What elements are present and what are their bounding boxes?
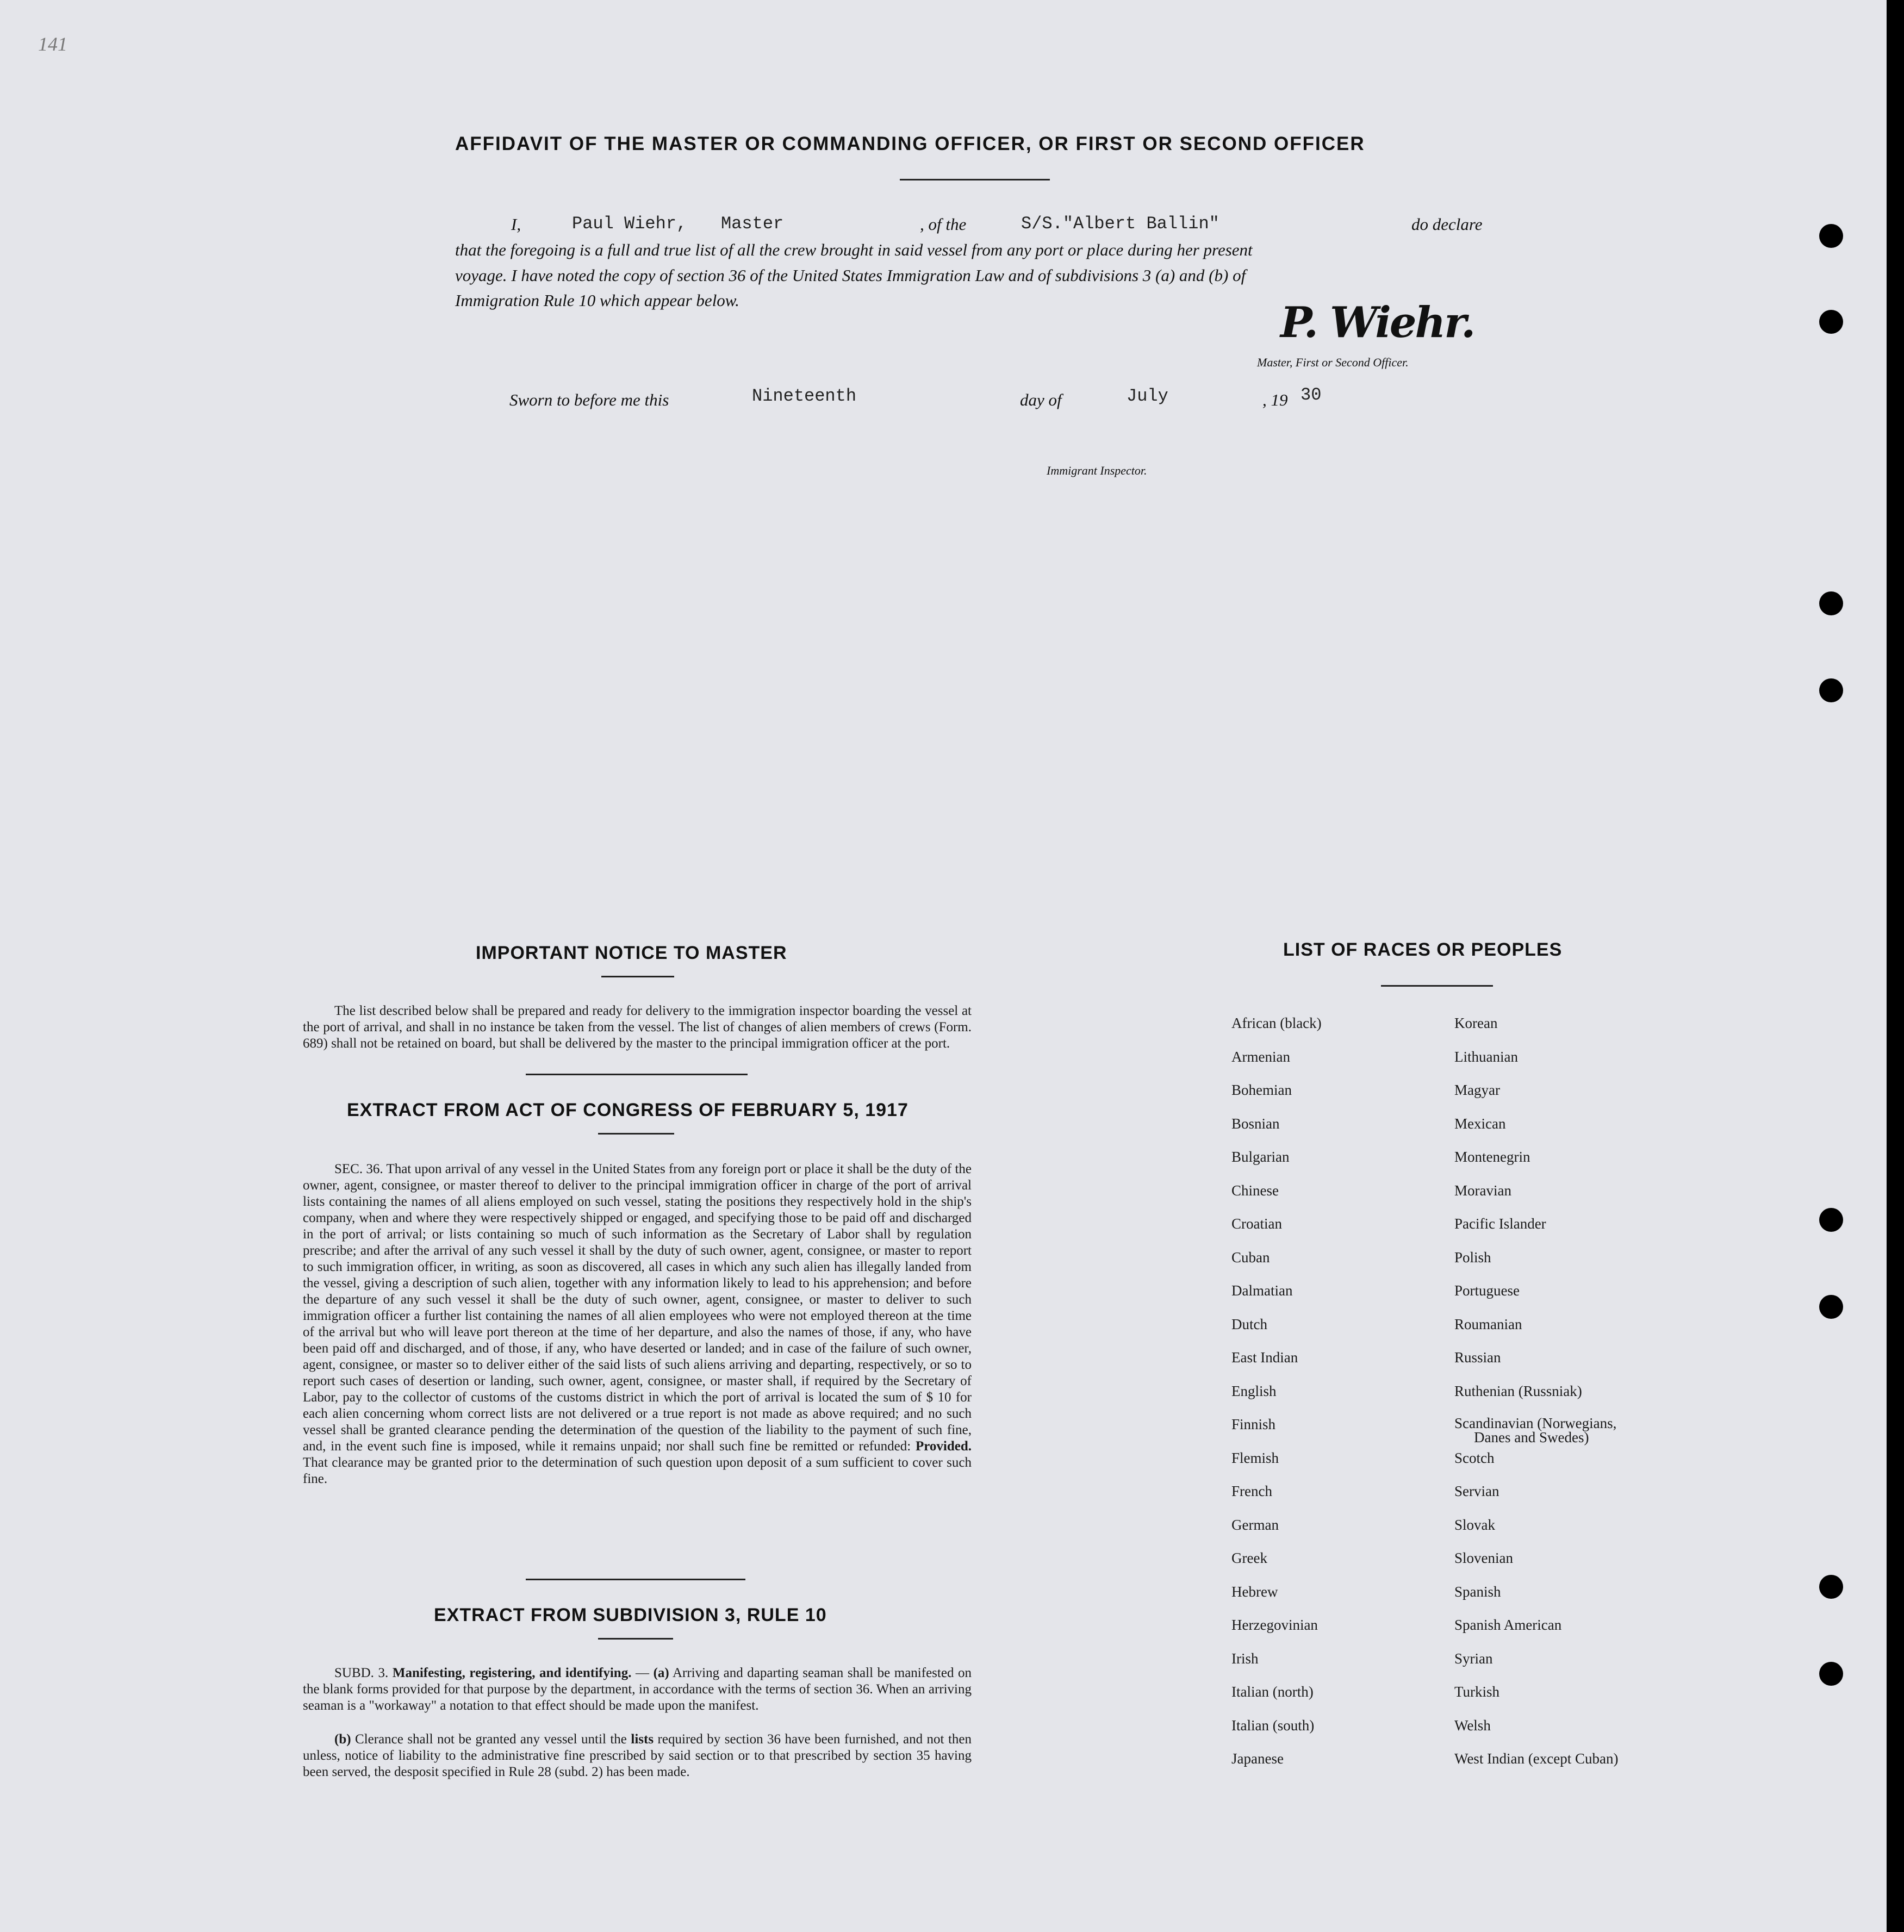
race-item: Polish (1454, 1249, 1491, 1266)
rule-b-body-1: Clerance shall not be granted any vessel until the (355, 1732, 627, 1747)
race-item: Spanish American (1454, 1617, 1562, 1633)
races-title-rule (1381, 985, 1493, 987)
day-of-label: day of (1020, 390, 1062, 409)
rule-b-body-2: required by section 36 have been furnished, and not then unless, notice of liability to the administrative fine prescribed by said section or to that prescribed by section 35 having been served, the desposit specified in Rule 28 (subd. 2) has been made. (303, 1732, 972, 1779)
race-item: Scotch (1454, 1449, 1495, 1466)
race-item: Cuban (1231, 1249, 1270, 1266)
race-item: Korean (1454, 1015, 1498, 1031)
race-item: African (black) (1231, 1015, 1322, 1031)
rule-a-body: Arriving and daparting seaman shall be manifested on the blank forms provided for that purpose by the department, in accordance with the terms of section 36. When an arriving seaman is a "workaway" a notation to that effect should be made upon the manifest. (303, 1666, 972, 1713)
affidavit-line-3: voyage. I have noted the copy of section 36 of the United States Immigration Law and of subdivisions 3 (a) and (b) of (455, 266, 1246, 285)
affidavit-line-4: Immigration Rule 10 which appear below. (455, 291, 739, 310)
race-item: Croatian (1231, 1216, 1282, 1232)
signature-caption: Master, First or Second Officer. (1257, 356, 1409, 369)
notice-text: The list described below shall be prepared and ready for delivery to the immigration inspector boarding the vessel at the port of arrival, and shall in no instance be taken from the vessel. The list of changes of alien members of crews (Form. 689) shall not be retained on board, but shall be delivered by the master to the principal immigration officer at the port. (303, 1004, 972, 1051)
race-item: Montenegrin (1454, 1149, 1530, 1165)
race-item: Armenian (1231, 1048, 1290, 1065)
race-item: Dalmatian (1231, 1282, 1293, 1299)
notice-end-rule (526, 1074, 748, 1075)
race-item: French (1231, 1483, 1272, 1499)
master-name: Paul Wiehr, (572, 214, 687, 234)
race-item: German (1231, 1516, 1279, 1533)
act-text (303, 1161, 972, 1487)
race-item: Finnish (1231, 1416, 1276, 1432)
race-item: Ruthenian (Russniak) (1454, 1382, 1582, 1399)
affidavit-line-2: that the foregoing is a full and true list of all the crew brought in said vessel from any port or place during her present (455, 240, 1253, 259)
affidavit-title: AFFIDAVIT OF THE MASTER OR COMMANDING OFFICER, OR FIRST OR SECOND OFFICER (455, 133, 1365, 154)
do-declare-label: do declare (1411, 215, 1483, 234)
binder-hole-1 (1819, 224, 1843, 248)
race-item: Herzegovinian (1231, 1617, 1318, 1633)
corner-mark: 141 (38, 33, 67, 55)
binder-hole-8 (1819, 1662, 1843, 1686)
race-item-line-1: Scandinavian (Norwegians, (1454, 1415, 1617, 1431)
race-item: Servian (1454, 1483, 1499, 1499)
race-item: Magyar (1454, 1082, 1500, 1098)
race-item: Spanish (1454, 1583, 1501, 1600)
race-item: Italian (south) (1231, 1717, 1315, 1734)
race-item: English (1231, 1382, 1277, 1399)
sworn-month: July (1127, 386, 1168, 406)
races-title: LIST OF RACES OR PEOPLES (1283, 939, 1563, 960)
sworn-label: Sworn to before me this (509, 390, 669, 409)
race-item: Bohemian (1231, 1082, 1292, 1098)
race-item: Italian (north) (1231, 1684, 1314, 1700)
affidavit-title-rule (900, 179, 1050, 180)
vessel-name: S/S."Albert Ballin" (1021, 214, 1219, 234)
binder-hole-4 (1819, 678, 1843, 702)
race-item: Moravian (1454, 1182, 1511, 1199)
year-prefix: , 19 (1262, 390, 1288, 409)
subd-dash: — (631, 1666, 654, 1680)
race-item: Japanese (1231, 1750, 1284, 1767)
act-provided: Provided. (915, 1439, 972, 1454)
race-item: Chinese (1231, 1182, 1279, 1199)
master-rank: Master (721, 214, 784, 234)
race-item: Hebrew (1231, 1583, 1278, 1600)
races-left-column (1231, 1015, 1438, 1784)
race-item: Roumanian (1454, 1316, 1522, 1332)
binder-hole-3 (1819, 591, 1843, 615)
race-item: Greek (1231, 1550, 1267, 1566)
race-item: Bosnian (1231, 1115, 1280, 1132)
act-end-rule (526, 1579, 745, 1580)
binder-hole-2 (1819, 310, 1843, 334)
race-item: Dutch (1231, 1316, 1267, 1332)
affidavit-intro: I, (511, 215, 521, 234)
race-item: Flemish (1231, 1449, 1279, 1466)
subd-label: SUBD. 3. (334, 1666, 389, 1680)
rule-b-label: (b) (334, 1732, 351, 1747)
rule-a-label: (a) (653, 1666, 669, 1680)
rule-b-lists: lists (631, 1732, 654, 1747)
notice-title-rule (601, 976, 674, 977)
act-title-rule (598, 1133, 674, 1135)
race-item: Bulgarian (1231, 1149, 1290, 1165)
race-item (1454, 1416, 1683, 1450)
binder-hole-7 (1819, 1575, 1843, 1599)
race-item: Syrian (1454, 1650, 1493, 1667)
rule-title: EXTRACT FROM SUBDIVISION 3, RULE 10 (434, 1605, 827, 1625)
rule-title-rule (598, 1638, 673, 1640)
race-item: Slovenian (1454, 1550, 1513, 1566)
race-item: West Indian (except Cuban) (1454, 1750, 1619, 1767)
act-text-end: That clearance may be granted prior to the determination of such question upon deposit of a sum sufficient to cover such fine. (303, 1455, 972, 1486)
binder-hole-5 (1819, 1208, 1843, 1232)
race-item: East Indian (1231, 1349, 1298, 1366)
race-item: Mexican (1454, 1115, 1506, 1132)
binder-hole-6 (1819, 1295, 1843, 1319)
sworn-day: Nineteenth (752, 386, 857, 406)
race-item-line-2: Danes and Swedes) (1474, 1429, 1589, 1445)
race-item: Portuguese (1454, 1282, 1520, 1299)
master-signature: P. Wiehr. (1280, 298, 1474, 347)
race-item: Irish (1231, 1650, 1259, 1667)
rule-b-text (303, 1731, 972, 1780)
act-text-main: SEC. 36. That upon arrival of any vessel in the United States from any foreign port or place it shall be the duty of the owner, agent, consignee, or master thereof to deliver to the principal immigration officer in charge of the port of arrival lists containing the names of all aliens employed on such vessel, stating the positions they respectively hold in the ship's company, when and where they were respectively shipped or engaged, and specifying those to be paid off and discharged in the port of arrival; or lists containing so much of such information as the Secretary of Labor shall by regulation prescribe; and after the arrival of any such vessel it shall by the duty of such owner, agent, consignee, or master to report to such immigration officer, in writing, as soon as discovered, all cases in which any such alien has illegally landed from the vessel, giving a description of such alien, together with any information likely to lead to his apprehension; and before the departure of any such vessel it shall be the duty of such owner, agent, consignee, or master to deliver to such immigration officer a further list containing the names of all alien employees who were not employed thereon at the time of the arrival but who will leave port thereon at the time of her departure, and also the names of those, if any, who have been paid off and discharged, and of those, if any, who have deserted or landed; and in case of the failure of such owner, agent, consignee, or master so to deliver either of the said lists of such aliens arriving and departing, respectively, or so to report such cases of desertion or landing, such owner, agent, consignee, or master shall, if required by the Secretary of Labor, pay to the collector of customs of the customs district in which the port of arrival is located the sum of $ 10 for each alien concerning whom correct lists are not delivered or a true report is not made as above required; and no such vessel shall be granted clearance pending the determination of the question of the liability to the payment of such fine, and, in the event such fine is imposed, while it remains unpaid; nor shall such fine be remitted or refunded: (303, 1162, 972, 1454)
notice-title: IMPORTANT NOTICE TO MASTER (476, 943, 787, 963)
of-the-label: , of the (920, 215, 967, 234)
subd-heading: Manifesting, registering, and identifying. (392, 1666, 632, 1680)
race-item: Lithuanian (1454, 1048, 1518, 1065)
race-item: Slovak (1454, 1516, 1496, 1533)
race-item: Turkish (1454, 1684, 1500, 1700)
rule-a-text (303, 1665, 972, 1714)
race-item: Russian (1454, 1349, 1501, 1366)
races-right-column (1454, 1015, 1683, 1784)
act-title: EXTRACT FROM ACT OF CONGRESS OF FEBRUARY 5, 1917 (347, 1100, 909, 1120)
race-item: Pacific Islander (1454, 1216, 1546, 1232)
inspector-caption: Immigrant Inspector. (1047, 464, 1147, 477)
race-item: Welsh (1454, 1717, 1491, 1734)
year-suffix: 30 (1301, 385, 1322, 405)
